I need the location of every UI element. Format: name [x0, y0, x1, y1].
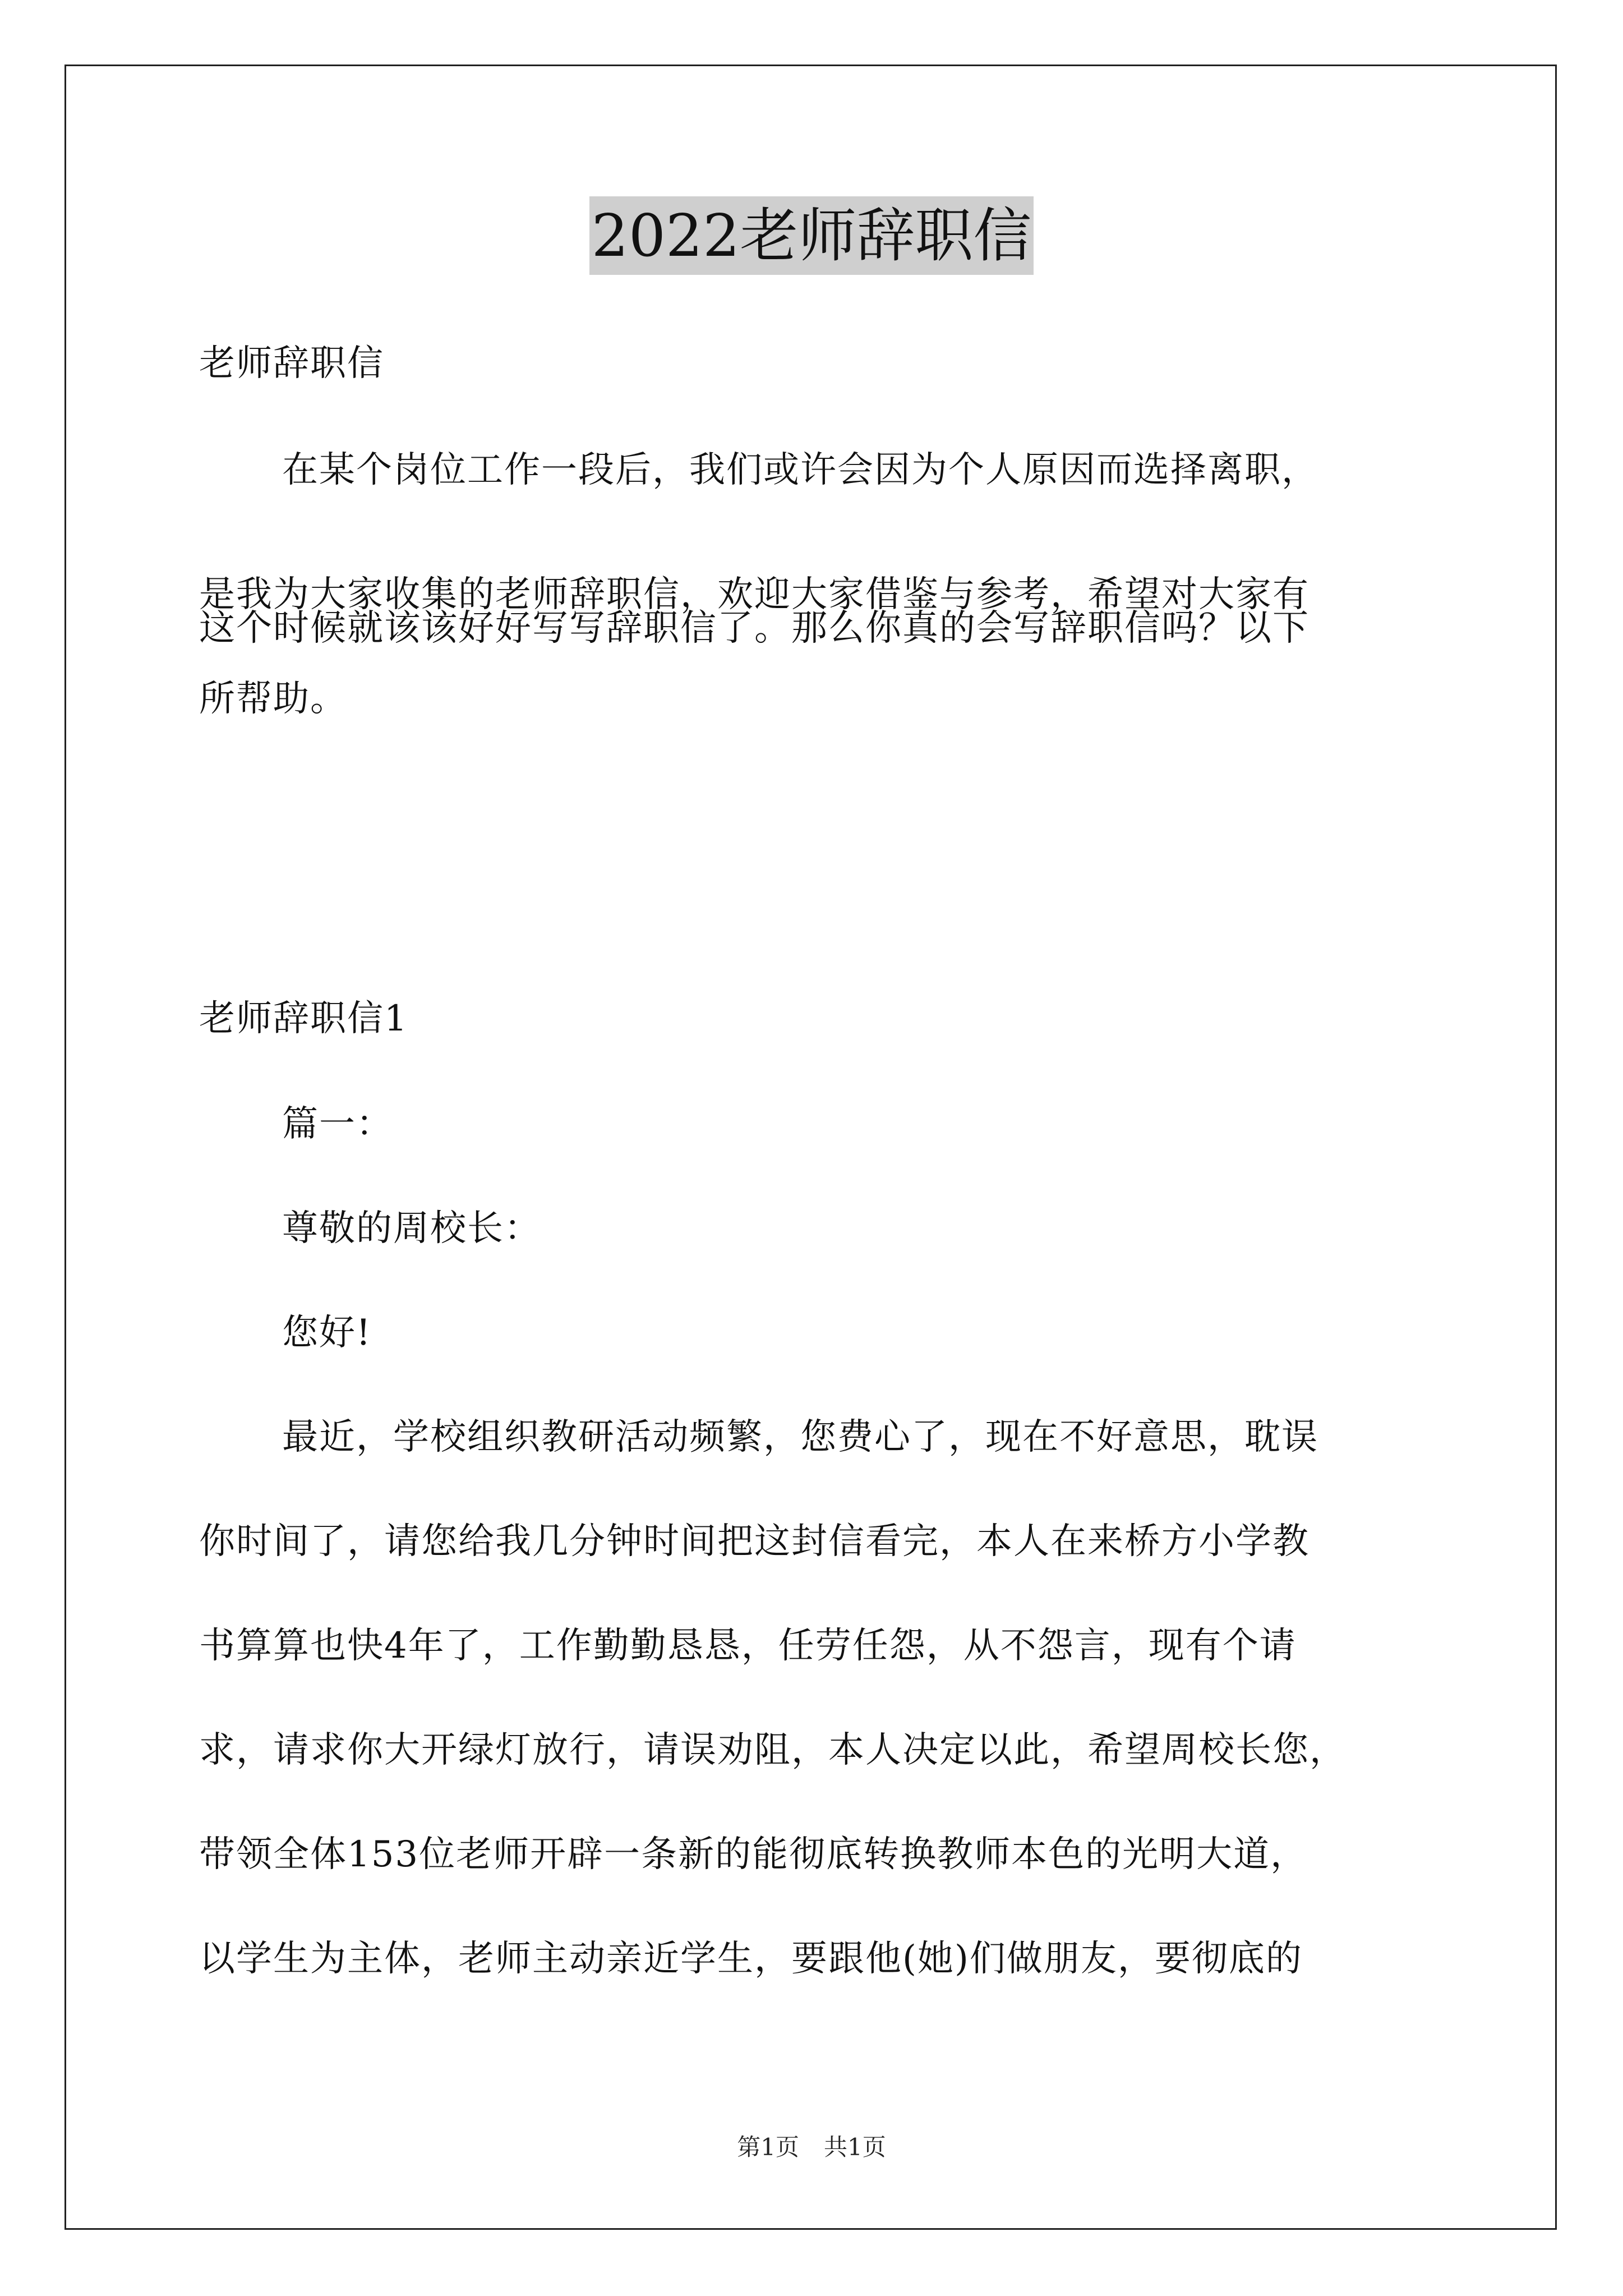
body-line: 以学生为主体，老师主动亲近学生，要跟他(她)们做朋友，要彻底的: [199, 1938, 1303, 1980]
body-line: 书算算也快4年了，工作勤勤恳恳，任劳任怨，从不怨言，现有个请: [199, 1625, 1297, 1667]
intro-line: 是我为大家收集的老师辞职信，欢迎大家借鉴与参考，希望对大家有: [199, 574, 1310, 615]
body-line: 求，请求你大开绿灯放行，请误劝阻，本人决定以此，希望周校长您，: [199, 1729, 1347, 1771]
document-title: 2022老师辞职信: [589, 196, 1034, 275]
salutation: 尊敬的周校长：: [282, 1208, 541, 1249]
greeting: 您好!: [282, 1312, 372, 1354]
body-line: 你时间了，请您给我几分钟时间把这封信看完，本人在来桥方小学教: [199, 1521, 1310, 1562]
intro-line: 这个时候就该该好好写写辞职信了。那么你真的会写辞职信吗？以下: [199, 608, 1310, 649]
part-label: 篇一：: [282, 1103, 393, 1145]
page-total: 共1页: [824, 2133, 886, 2161]
title-container: [0, 196, 1623, 275]
page-number: 第1页: [737, 2133, 799, 2161]
section-heading: 老师辞职信1: [199, 998, 408, 1039]
intro-line: 在某个岗位工作一段后，我们或许会因为个人原因而选择离职，: [282, 449, 1318, 491]
document-subtitle: 老师辞职信: [199, 343, 384, 384]
intro-line: 所帮助。: [199, 678, 347, 720]
body-line: 带领全体153位老师开辟一条新的能彻底转换教师本色的光明大道，: [199, 1834, 1308, 1875]
page-footer: [0, 2132, 1623, 2163]
body-line: 最近，学校组织教研活动频繁，您费心了，现在不好意思，耽误: [282, 1416, 1318, 1458]
